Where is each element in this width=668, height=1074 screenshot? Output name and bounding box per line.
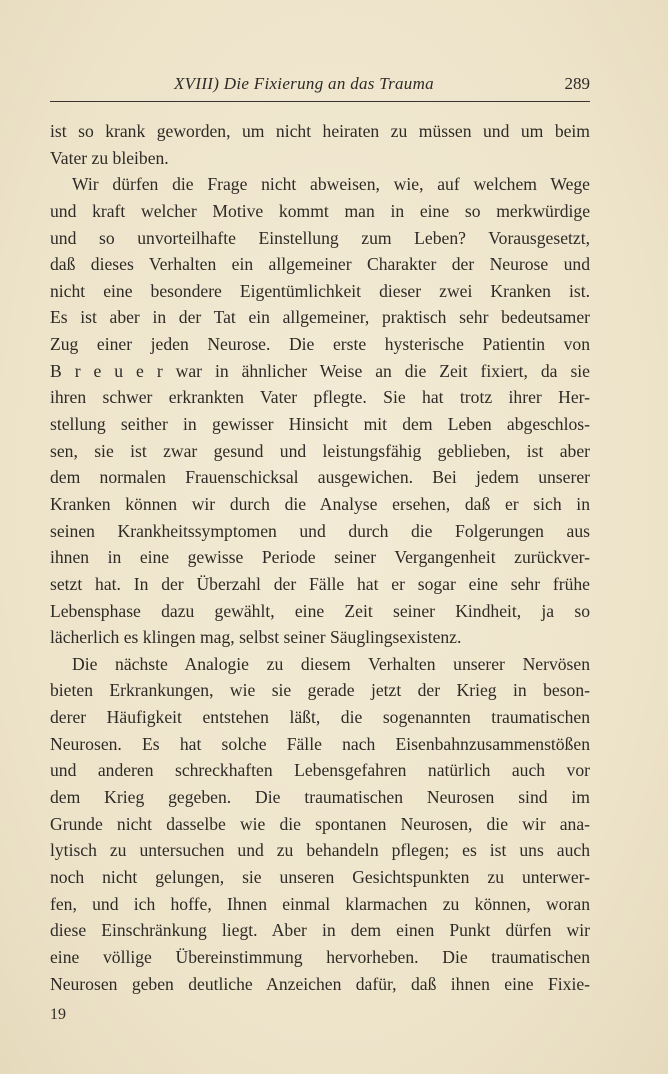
text-line-31: diese Einschränkung liegt. Aber in dem einen Punkt dürfen wir (50, 920, 590, 941)
sheet-signature: 19 (50, 1006, 66, 1023)
text-line-17: ihnen in eine gewisse Periode seiner Vergangenheit zurückver- (50, 547, 590, 568)
text-line-7: nicht eine besondere Eigentümlichkeit dieser zwei Kranken ist. (50, 280, 590, 301)
text-line-1: ist so krank geworden, um nicht heiraten zu müssen und um beim (50, 121, 590, 141)
text-line-12: stellung seither in gewisser Hinsicht mit dem Leben abgeschlos- (50, 414, 590, 435)
text-line-26: dem Krieg gegeben. Die traumatischen Neurosen sind im (50, 787, 590, 808)
text-line-5: und so unvorteilhafte Einstellung zum Leben? Vorausgesetzt, (50, 227, 590, 248)
text-line-9: Zug einer jeden Neurose. Die erste hysterische Patientin von (50, 334, 590, 355)
text-line-10: B r e u e r war in ähnlicher Weise an die Zeit fixiert, da sie (50, 360, 590, 381)
text-line-18: setzt hat. In der Überzahl der Fälle hat er sogar eine sehr frühe (50, 573, 590, 594)
text-line-20: lächerlich es klingen mag, selbst seiner Säuglingsexistenz. (50, 627, 462, 648)
running-head (50, 74, 590, 100)
header-rule (50, 101, 590, 102)
text-line-33: Neurosen geben deutliche Anzeichen dafür, daß ihnen eine Fixie- (50, 973, 590, 994)
text-line-6: daß dieses Verhalten ein allgemeiner Charakter der Neurose und (50, 254, 590, 275)
text-line-14: dem normalen Frauenschicksal ausgewichen. Bei jedem unserer (50, 467, 590, 488)
text-line-19: Lebensphase dazu gewählt, eine Zeit seiner Kindheit, ja so (50, 600, 590, 621)
text-line-28: lytisch zu untersuchen und zu behandeln pflegen; es ist uns auch (50, 840, 590, 861)
text-line-32: eine völlige Übereinstimmung hervorheben. Die traumatischen (50, 946, 590, 967)
text-line-4: und kraft welcher Motive kommt man in eine so merkwürdige (50, 200, 590, 221)
text-line-2: Vater zu bleiben. (50, 147, 169, 168)
text-line-16: seinen Krankheitssymptomen und durch die Folgerungen aus (50, 520, 590, 541)
body-text (50, 118, 590, 997)
page-number: 289 (564, 74, 590, 93)
text-line-30: fen, und ich hoffe, Ihnen einmal klarmachen zu können, woran (50, 893, 590, 914)
text-line-8: Es ist aber in der Tat ein allgemeiner, praktisch sehr bedeutsamer (50, 307, 590, 328)
text-line-21: Die nächste Analogie zu diesem Verhalten unserer Nervösen (72, 653, 590, 674)
text-line-25: und anderen schreckhaften Lebensgefahren natürlich auch vor (50, 760, 590, 781)
text-line-11: ihren schwer erkrankten Vater pflegte. Sie hat trotz ihrer Her- (50, 387, 590, 408)
text-line-15: Kranken können wir durch die Analyse ersehen, daß er sich in (50, 493, 590, 514)
text-line-23: derer Häufigkeit entstehen läßt, die sogenannten traumatischen (50, 707, 590, 728)
text-line-27: Grunde nicht dasselbe wie die spontanen Neurosen, die wir ana- (50, 813, 590, 834)
text-line-29: noch nicht gelungen, sie unseren Gesichtspunkten zu unterwer- (50, 866, 590, 887)
running-title: XVIII) Die Fixierung an das Trauma (174, 74, 434, 93)
text-line-22: bieten Erkrankungen, wie sie gerade jetzt der Krieg in beson- (50, 680, 590, 701)
text-line-3: Wir dürfen die Frage nicht abweisen, wie, auf welchem Wege (72, 174, 590, 195)
text-line-24: Neurosen. Es hat solche Fälle nach Eisenbahnzusammenstößen (50, 733, 590, 754)
text-line-13: sen, sie ist zwar gesund und leistungsfähig geblieben, ist aber (50, 440, 590, 461)
